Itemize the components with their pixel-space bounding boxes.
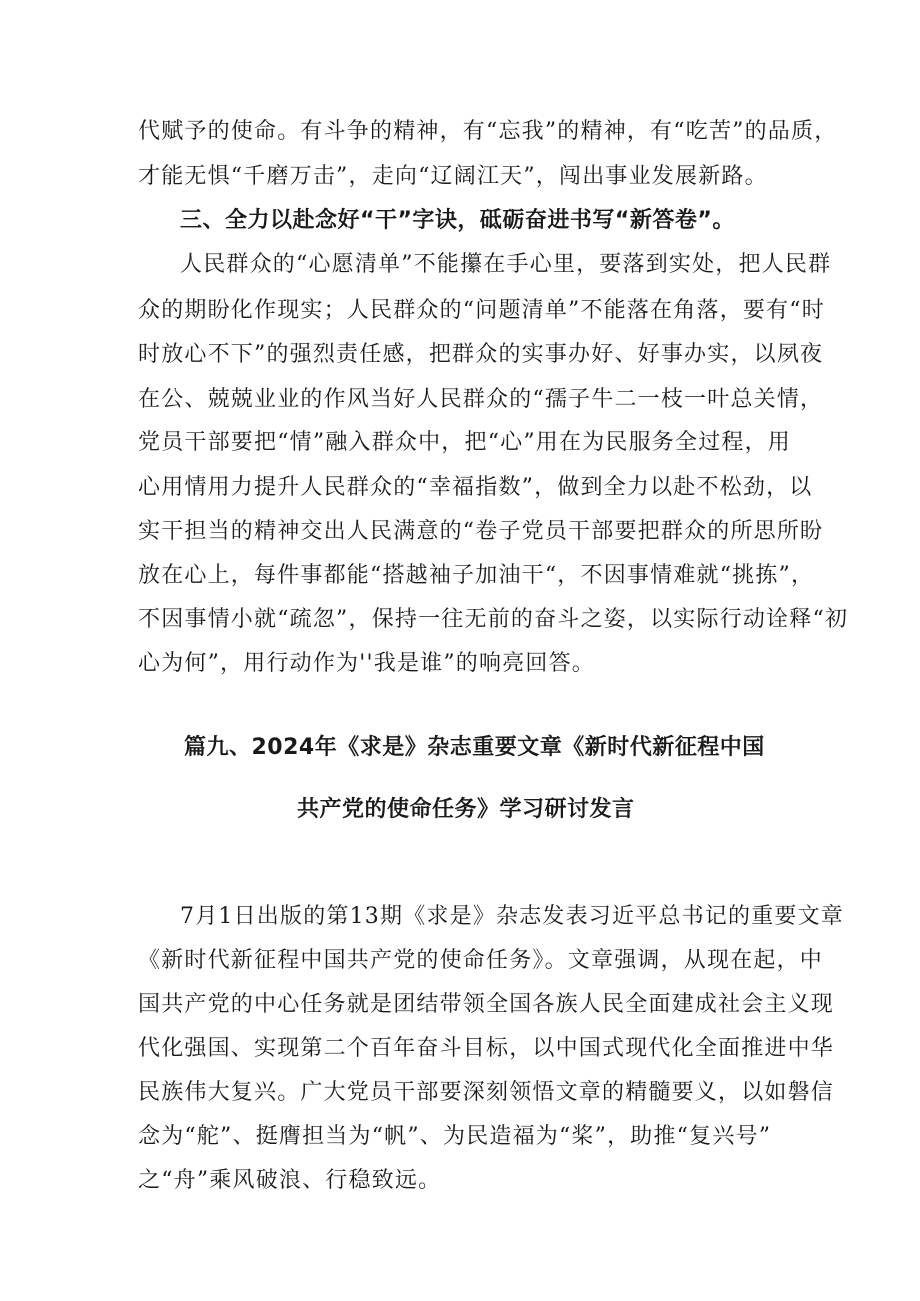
paragraph-line: 国共产党的中心任务就是团结带领全国各族人民全面建成社会主义现	[138, 992, 835, 1017]
paragraph-line: 心用情用力提升人民群众的“幸福指数”，做到全力以赴不松劲，以	[138, 475, 813, 500]
paragraph-line: 心为何”，用行动作为''我是谁”的响亮回答。	[138, 651, 595, 676]
paragraph-line: 在公、兢兢业业的作风当好人民群众的“孺子牛二一枝一叶总关情，	[138, 387, 824, 412]
paragraph-line: 《新时代新征程中国共产党的使命任务》。文章强调，从现在起，中	[138, 948, 824, 973]
paragraph-line: 众的期盼化作现实；人民群众的“问题清单”不能落在角落，要有“时	[138, 298, 825, 323]
paragraph-line: 才能无惧“千磨万击”，走向“辽阔江天”，闯出事业发展新路。	[138, 164, 768, 189]
paragraph-line: 之“舟”乘风破浪、行稳致远。	[138, 1168, 442, 1193]
paragraph-line: 代化强国、实现第二个百年奋斗目标，以中国式现代化全面推进中华	[138, 1036, 835, 1061]
article-title-line-2: 共产党的使命任务》学习研讨发言	[297, 797, 635, 822]
paragraph-line: 民族伟大复兴。广大党员干部要深刻领悟文章的精髓要义，以如磐信	[138, 1080, 835, 1105]
paragraph-line: 不因事情小就“疏忽”，保持一往无前的奋斗之姿，以实际行动诠释“初	[138, 607, 849, 632]
paragraph-line: 时放心不下”的强烈责任感，把群众的实事办好、好事办实，以夙夜	[138, 342, 824, 367]
section-heading: 三、全力以赴念好“干”字诀，砥砺奋进书写“新答卷”。	[180, 208, 735, 233]
paragraph-line: 放在心上，每件事都能“搭越袖子加油干“，不因事情难就“挑拣”，	[138, 563, 815, 588]
paragraph-line: 人民群众的“心愿清单”不能攥在手心里，要落到实处，把人民群	[180, 252, 832, 277]
paragraph-line: 念为“舵”、挺膺担当为“帆”、为民造福为“桨”，助推“复兴号”	[138, 1124, 772, 1149]
paragraph-line: 党员干部要把“情”融入群众中，把“心”用在为民服务全过程，用	[138, 430, 791, 455]
paragraph-line: 7月1日出版的第13期《求是》杂志发表习近平总书记的重要文章	[180, 904, 844, 929]
paragraph-line: 代赋予的使命。有斗争的精神，有“忘我”的精神，有“吃苦”的品质，	[138, 119, 838, 144]
article-title-line-1: 篇九、2024年《求是》杂志重要文章《新时代新征程中国	[184, 735, 765, 760]
paragraph-line: 实干担当的精神交出人民满意的“卷子党员干部要把群众的所思所盼	[138, 519, 824, 544]
